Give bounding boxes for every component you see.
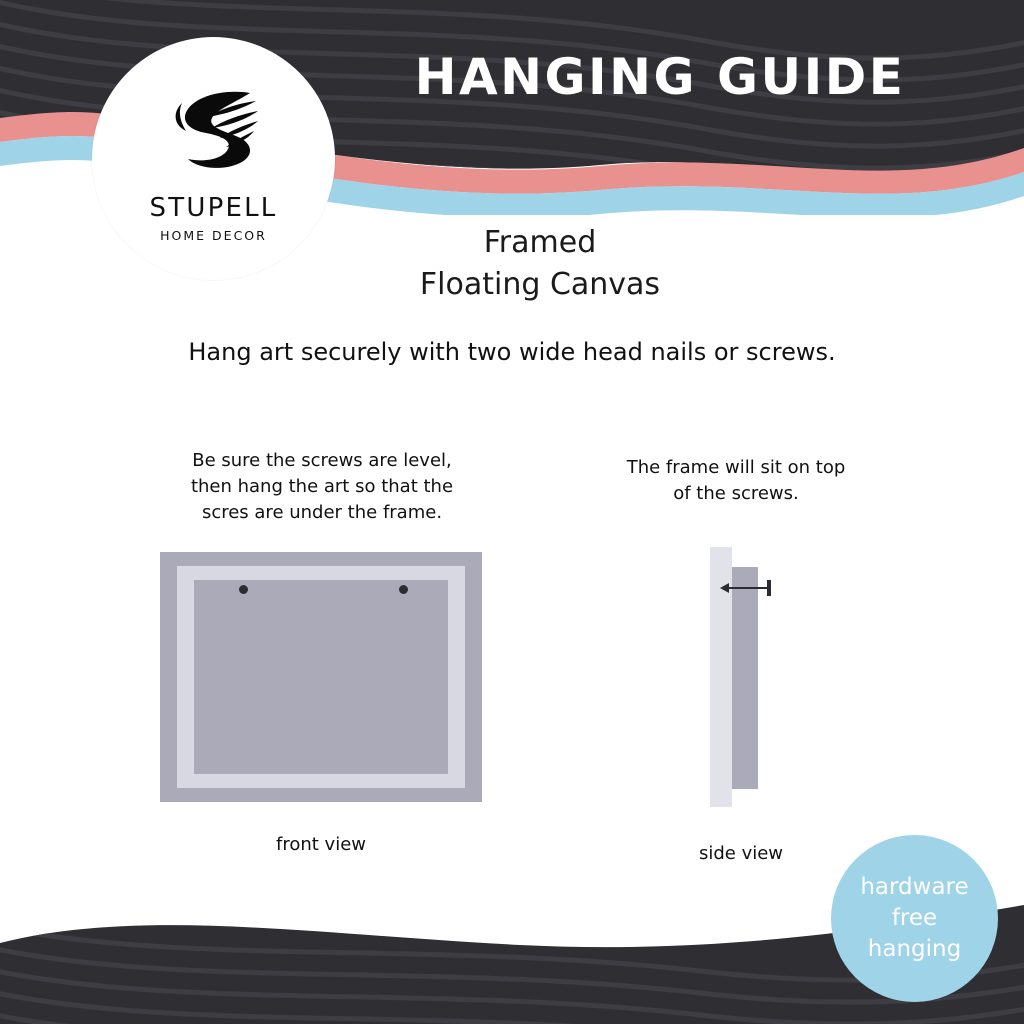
side-view-caption (586, 455, 886, 507)
front-view-diagram (160, 552, 482, 802)
instruction-text: Hang art securely with two wide head nails or screws. (188, 338, 836, 366)
page-title: HANGING GUIDE (414, 48, 906, 106)
front-view-canvas (194, 580, 448, 774)
brand-name: STUPELL (149, 193, 278, 223)
front-view-caption-line3: scres are under the frame. (201, 502, 443, 523)
side-view-label: side view (698, 843, 784, 864)
side-view-frame (732, 567, 758, 789)
product-title-line2: Floating Canvas (419, 267, 661, 302)
brand-logo-badge (92, 37, 335, 280)
stupell-swoosh-logo-icon (154, 79, 274, 189)
product-title-line1: Framed (483, 225, 597, 260)
screw-dot-icon-left (239, 585, 248, 594)
side-view-diagram (710, 547, 778, 807)
side-view-caption-line2: of the screws. (673, 483, 799, 504)
screw-side-icon (722, 587, 770, 589)
product-title (330, 222, 750, 306)
screw-side-head-icon (767, 580, 771, 596)
side-view-caption-line1: The frame will sit on top (626, 457, 846, 478)
screw-side-tip-icon (720, 583, 729, 593)
front-view-label: front view (276, 834, 366, 855)
hardware-free-badge (831, 835, 998, 1002)
front-view-caption (140, 448, 504, 526)
hardware-free-line2: free (891, 905, 938, 931)
front-view-caption-line2: then hang the art so that the (190, 476, 454, 497)
brand-subtitle: HOME DECOR (160, 228, 267, 243)
hardware-free-line1: hardware (860, 874, 969, 900)
screw-dot-icon-right (399, 585, 408, 594)
hardware-free-line3: hanging (867, 936, 962, 962)
front-view-caption-line1: Be sure the screws are level, (192, 450, 452, 471)
